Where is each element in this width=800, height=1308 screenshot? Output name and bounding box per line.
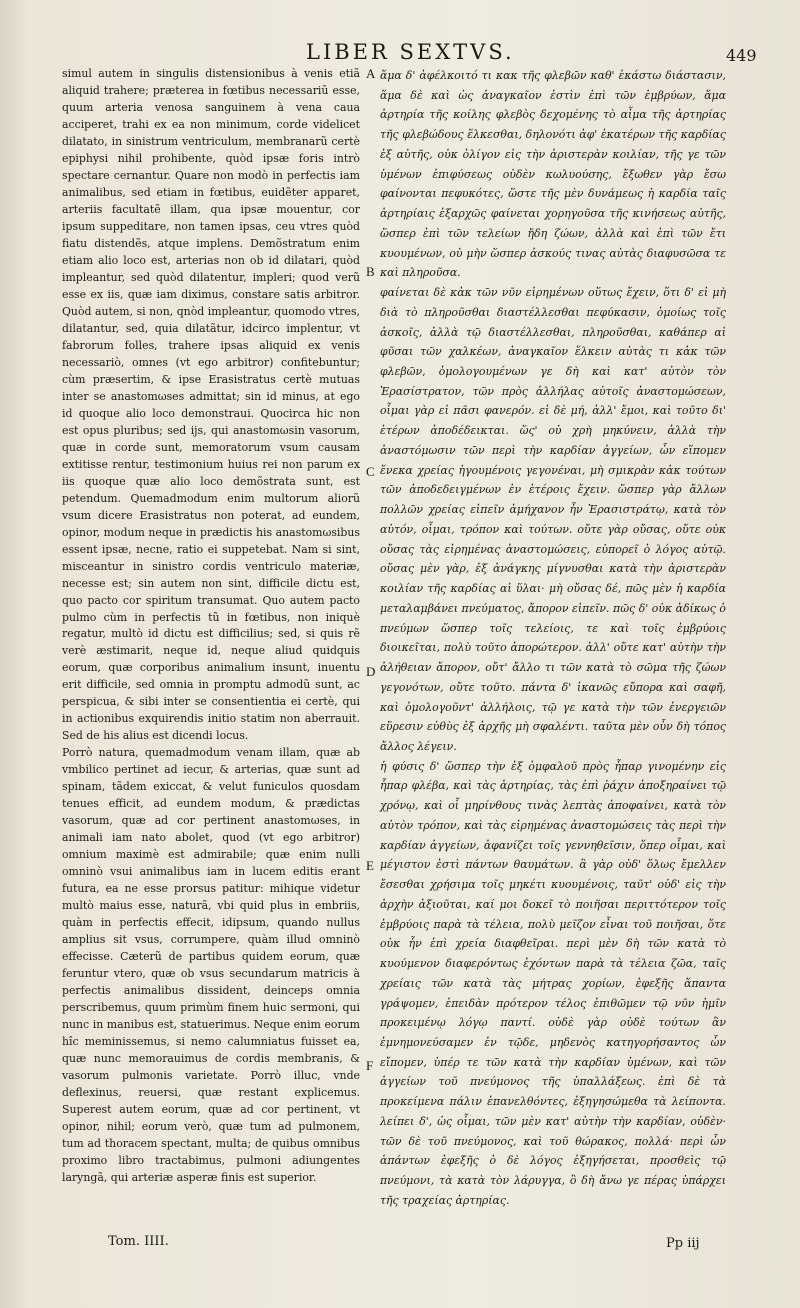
section-marker-f: F — [366, 1058, 374, 1073]
running-title: LIBER SEXTVS. — [306, 40, 515, 64]
greek-paragraph: φαίνεται δὲ κἀκ τῶν νῦν εἰρημένων οὕτως ἔχειν, ὅτι δ' εἰ μὴ διὰ τὸ πληροῦσθαι διαστέλλεσθαι πεφύκασιν, ὁμοίως τοῖς ἀσκοῖς, ἀλλὰ τῷ διαστέλλεσθαι, πληροῦσθαι, καθάπερ αἱ φῦσαι τῶν χαλκέων, ἀναγκαῖον ἕλκειν αὐτὰς τι κἀκ τῶν φλεβῶν, ὁμολογουμένων γε δὴ καὶ κατ' αὐτὸν τὸν Ἐρασίστρατον, τῶν πρὸς ἀλλήλας αὐτοῖς ἀναστομώσεων, οἶμαι γὰρ εἰ πᾶσι φανερόν. εἰ δὲ μή, ἀλλ' ἔμοι, καὶ τοῦτο δι' ἑτέρων ἀποδέδεικται. ὥς' οὐ χρὴ μηκύνειν, ἀλλὰ τὴν ἀναστόμωσιν τῶν περὶ τὴν καρδίαν ἀγγείων, ὧν εἵπομεν ἕνεκα χρείας ἡγουμένοις γεγονέναι, μὴ σμικρὰν κἀκ τούτων τῶν ἀποδεδειγμένων ἐν ἑτέροις ἔχειν. ὥσπερ γὰρ ἄλλων πολλῶν χρείας εἰπεῖν ἀμήχανον ἦν Ἐρασιστράτῳ, κατὰ τὸν αὐτόν, οἶμαι, τρόπον καὶ τούτων. οὔτε γὰρ οὔσας, οὔτε οὐκ οὔσας τὰς εἰρημένας ἀναστομώσεις, εὐπορεῖ ὁ λόγος αὐτῷ. οὔσας μὲν γὰρ, ἐξ ἀνάγκης μίγνυσθαι κατὰ τὴν ἀριστερὰν κοιλίαν τῆς καρδίας αἱ ὕλαι· μὴ οὔσας δέ, πῶς μὲν ἡ καρδία μεταλαμβάνει πνεύματος, ἄπορον εἰπεῖν. πῶς δ' οὐκ ἀδίκως ὁ πνεύμων ὥσπερ τοῖς τελείοις, τε καὶ τοῖς ἐμβρύοις διοικεῖται, πολὺ τοῦτο ἀπορώτερον. ἀλλ' οὔτε κατ' αὐτὴν τὴν ἀλήθειαν ἄπορον, οὔτ' ἄλλο τι τῶν κατὰ τὸ σῶμα τῆς ζώων γεγονότων, οὔτε τοῦτο. πάντα δ' ἱκανῶς εὔπορα καὶ σαφῆ, καὶ ὁμολογοῦντ' ἀλλήλοις, τῷ γε κατὰ τὴν τῶν ἐνεργειῶν εὕρεσιν εὐθὺς ἐξ ἀρχῆς μὴ σφαλέντι. ταῦτα μὲν οὖν δὴ τόπος ἄλλος λέγειν. — [380, 286, 726, 753]
greek-column — [380, 66, 726, 1211]
section-marker-e: E — [366, 858, 374, 873]
latin-column — [62, 66, 360, 1187]
section-marker-a: A — [366, 66, 376, 81]
volume-label: Tom. IIII. — [108, 1234, 169, 1249]
latin-paragraph: simul autem in singulis distensionibus à venis etiã aliquid trahere; præterea in fœtibus necessariũ esse, quum arteria venosa sanguinem à vena caua acciperet, trahi ex ea non minimum, corde videlicet dilatato, in sinistrum ventriculum, membranarũ certè epiphysi nihil prohibente, quòd ipsæ foris intrò spectare cernantur. Quare non modò in perfectis iam animalibus, sed etiam in fœtibus, euidẽter apparet, arteriis facultatẽ illam, qua ipsæ mouentur, cor ipsum suppeditare, non tamen ipsas, ceu vtres quòd fiatu distendẽs, atque implens. Demõstratum enim etiam alio loco est, arterias non ob id dilatari, quòd impleantur, sed quòd dilatentur, impleri; quod verũ esse ex iis, quæ iam diximus, constare satis arbitror. Quòd autem, si non, qnòd impleantur, quomodo vtres, dilatantur, sed, quia dilatãtur, idcirco implentur, vt fabrorum folles, trahere ipsas aliquid ex venis necessariò, omnes (vt ego arbitror) confitebuntur; cùm præsertim, & ipse Erasistratus certè mutuas inter se anastomωses admittat; sin id minus, at ego id quoque alio loco demonstraui. Quocirca hic non est opus pluribus; sed ijs, qui anastomωsin vasorum, quæ in corde sunt, memoratorum vsum causam extitisse rentur, testimonium huius rei non parum ex iis quoque quæ alio loco demõstrata sunt, est petendum. Quemadmodum enim multorum aliorũ vsum dicere Erasistratus non poterat, ad eundem, opinor, modum neque in prædictis his anastomωsibus essent ipsæ, necne, ratio ei suppetebat. Nam si sint, misceantur in sinistro cordis ventriculo materiæ, necesse est; sin autem non sint, difficile dictu est, quo pacto cor spiritum transumat. Quo autem pacto pulmo cùm in perfectis tũ in fœtibus, non iniquè regatur, multò id dictu est difficilius; sed, si quis rẽ verè æstimarit, neque id, neque aliud quidquis eorum, quæ corporibus animalium insunt, inuentu erit difficile, sed omnia in promptu admodũ sunt, ac perspicua, & sibi inter se consentientia ei certè, qui in actionibus exquirendis initio statim non aberrauit. Sed de his alius est dicendi locus. — [62, 67, 360, 743]
section-marker-d: D — [366, 664, 376, 679]
section-marker-c: C — [366, 464, 375, 479]
latin-paragraph: Porrò natura, quemadmodum venam illam, quæ ab vmbilico pertinet ad iecur, & arterias, quæ sunt ad spinam, tãdem exiccat, & velut funiculos quosdam tenues efficit, ad eundem modum, & prædictas vasorum, quæ ad cor pertinent anastomωses, in animali iam nato abolet, quod (vt ego arbitror) omnium maximè est admirabile; quæ enim nulli omninò vsui animalibus iam in lucem editis erant futura, ea ne esse prorsus patitur: mihique videtur multò maius esse, naturã, vbi quid plus in embriis, quàm in perfectis effecit, idipsum, quando nullus amplius sit vsus, corrumpere, quàm illud omninò effecisse. Cæterũ de partibus quidem eorum, quæ feruntur vtero, quæ ob vsus secundarum matricis à perfectis animalibus dissident, deinceps omnia perscribemus, quum primùm finem huic sermoni, qui nunc in manibus est, statuerimus. Neque enim eorum hîc meminissemus, si nemo calumniatus fuisset ea, quæ nunc memorauimus de cordis membranis, & vasorum pulmonis varietate. Porrò illuc, vnde deflexinus, reuersi, quæ restant explicemus. Superest autem eorum, quæ ad cor pertinent, vt opinor, nihil; eorum verò, quæ tum ad pulmonem, tum ad thoracem spectant, multa; de quibus omnibus proximo libro tractabimus, pulmoni adiungentes laryngã, qui arteriæ asperæ finis est superior. — [62, 746, 360, 1184]
greek-paragraph: ἅμα δ' ἀφέλκοιτό τι κακ τῆς φλεβῶν καθ' ἑκάστω διάστασιν, ἅμα δὲ καὶ ὡς ἀναγκαῖον ἐστὶν ἐπὶ τῶν ἐμβρύων, ἅμα ἀρτηρία τῆς κοίλης φλεβὸς δεχομένης τὸ αἷμα τῆς ἀρτηρίας τῆς φλεβώδους ἕλκεσθαι, δηλονότι ἀφ' ἑκατέρων τῆς καρδίας ἐξ αὐτῆς, οὐκ ὀλίγον εἰς τὴν ἀριστερὰν κοιλίαν, τῆς γε τῶν ὑμένων ἐπιφύσεως οὐδὲν κωλυούσης, ἔξωθεν γὰρ ἔσω φαίνονται πεφυκότες, ὥστε τῆς μὲν δυνάμεως ἡ καρδία ταῖς ἀρτηρίαις ἐξαρχῶς φαίνεται χορηγοῦσα τῆς κινήσεως αὐτῆς, ὥσπερ ἐπὶ τῶν τελείων ἤδη ζώων, ἀλλὰ καὶ ἐπὶ τῶν ἔτι κυουμένων, οὐ μὴν ὥσπερ ἀσκούς τινας αὐτὰς διαφυσῶσα τε καὶ πληροῦσα. — [380, 69, 726, 280]
page-number: 449 — [726, 46, 757, 65]
section-marker-b: B — [366, 264, 375, 279]
signature-mark: Pp iij — [666, 1236, 700, 1251]
greek-paragraph: ἡ φύσις δ' ὥσπερ τὴν ἐξ ὀμφαλοῦ πρὸς ἧπαρ γινομένην εἰς ἧπαρ φλέβα, καὶ τὰς ἀρτηρίας, τὰς ἐπὶ ῥάχιν ἀποξηραίνει τῷ χρόνῳ, καὶ οἷ μηρίνθους τινὰς λεπτὰς ἀποφαίνει, κατὰ τὸν αὐτὸν τρόπον, καὶ τὰς εἰρημένας ἀναστομώσεις τὰς περὶ τὴν καρδίαν ἀγγείων, ἀφανίζει τοῖς γεννηθεῖσιν, ὅπερ οἶμαι, καὶ μέγιστον ἐστὶ πάντων θαυμάτων. ἃ γὰρ οὐδ' ὅλως ἔμελλεν ἔσεσθαι χρήσιμα τοῖς μηκέτι κυουμένοις, ταῦτ' οὐδ' εἰς τὴν ἀρχὴν ἀξιοῦται, καί μοι δοκεῖ τὸ ποιῆσαι περιττότερον τοῖς ἐμβρύοις παρὰ τὰ τέλεια, πολὺ μεῖζον εἶναι τοῦ ποιῆσαι, ὅτε οὐκ ἦν ἐπὶ χρεία διαφθεῖραι. περὶ μὲν δὴ τῶν κατὰ τὸ κυούμενον διαφερόντως ἐχόντων παρὰ τὰ τέλεια ζῶα, ταῖς χρείαις τῶν κατὰ τὰς μήτρας χορίων, ἐφεξῆς ἅπαντα γράψομεν, ἐπειδὰν πρότερον τέλος ἐπιθῶμεν τῷ νῦν ἡμῖν προκειμένῳ λόγῳ παντί. οὐδὲ γὰρ οὐδὲ τούτων ἂν ἐμνημονεύσαμεν ἐν τῷδε, μηδενὸς κατηγορήσαντος ὧν εἴπομεν, ὑπέρ τε τῶν κατὰ τὴν καρδίαν ὑμένων, καὶ τῶν ἀγγείων τοῦ πνεύμονος τῆς ὑπαλλάξεως. ἐπὶ δὲ τὰ προκείμενα πάλιν ἐπανελθόντες, ἐξηγησώμεθα τὰ λείποντα. λείπει δ', ὡς οἶμαι, τῶν μὲν κατ' αὐτὴν τὴν καρδίαν, οὐδὲν· τῶν δὲ τοῦ πνεύμονος, καὶ τοῦ θώρακος, πολλά· περὶ ὧν ἁπάντων ἐφεξῆς ὁ δὲ λόγος ἐξηγήσεται, προσθεὶς τῷ πνεύμονι, τὰ κατὰ τὸν λάρυγγα, ὃ δὴ ἄνω γε πέρας ὑπάρχει τῆς τραχείας ἀρτηρίας. — [380, 759, 726, 1207]
